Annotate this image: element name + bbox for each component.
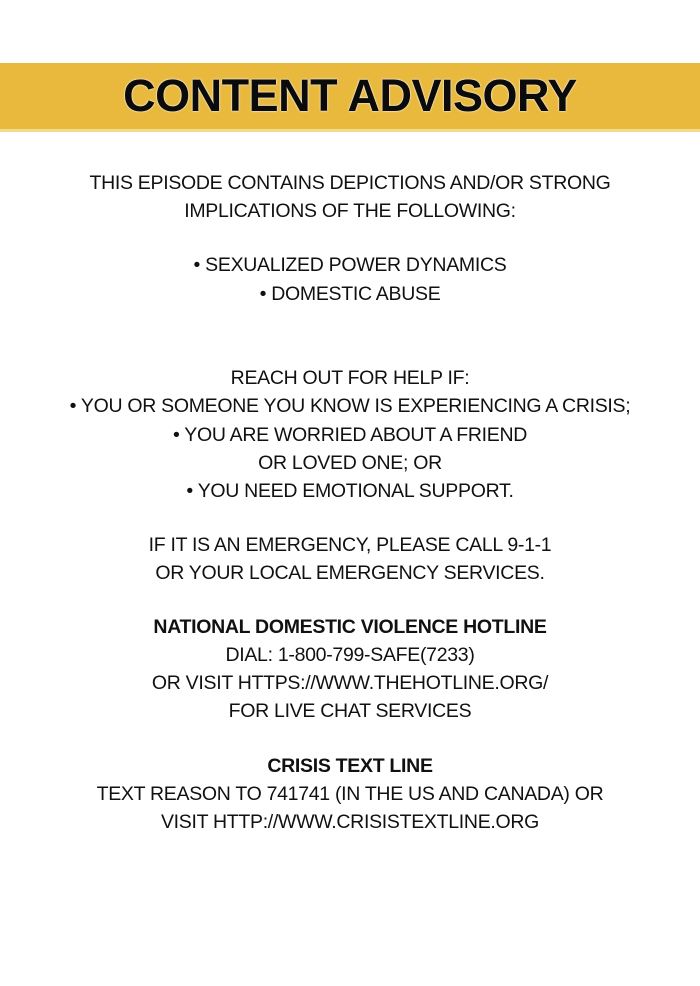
hotline-name: NATIONAL DOMESTIC VIOLENCE HOTLINE (153, 616, 547, 638)
emergency-line: IF IT IS AN EMERGENCY, PLEASE CALL 9-1-1 (148, 534, 552, 556)
crisis-name: CRISIS TEXT LINE (267, 755, 433, 777)
hotline-link[interactable]: OR VISIT HTTPS://WWW.THEHOTLINE.ORG/ (151, 672, 549, 694)
help-item: • YOU NEED EMOTIONAL SUPPORT. (186, 480, 514, 502)
intro-line: THIS EPISODE CONTAINS DEPICTIONS AND/OR STRONG (89, 172, 611, 194)
warning-item: • DOMESTIC ABUSE (259, 283, 441, 305)
crisis-link[interactable]: VISIT HTTP://WWW.CRISISTEXTLINE.ORG (160, 811, 540, 833)
page-title: CONTENT ADVISORY (123, 70, 577, 121)
help-heading: REACH OUT FOR HELP IF: (230, 367, 470, 389)
help-item: OR LOVED ONE; OR (258, 452, 442, 474)
hotline-line: FOR LIVE CHAT SERVICES (228, 700, 472, 722)
hotline-phone: DIAL: 1-800-799-SAFE(7233) (225, 644, 475, 666)
warning-item: • SEXUALIZED POWER DYNAMICS (193, 254, 507, 276)
emergency-line: OR YOUR LOCAL EMERGENCY SERVICES. (155, 562, 545, 584)
help-item: • YOU OR SOMEONE YOU KNOW IS EXPERIENCING A CRISIS; (69, 395, 631, 417)
crisis-line: TEXT REASON TO 741741 (IN THE US AND CANADA) OR (96, 783, 604, 805)
intro-line: IMPLICATIONS OF THE FOLLOWING: (184, 200, 516, 222)
help-item: • YOU ARE WORRIED ABOUT A FRIEND (172, 424, 528, 446)
